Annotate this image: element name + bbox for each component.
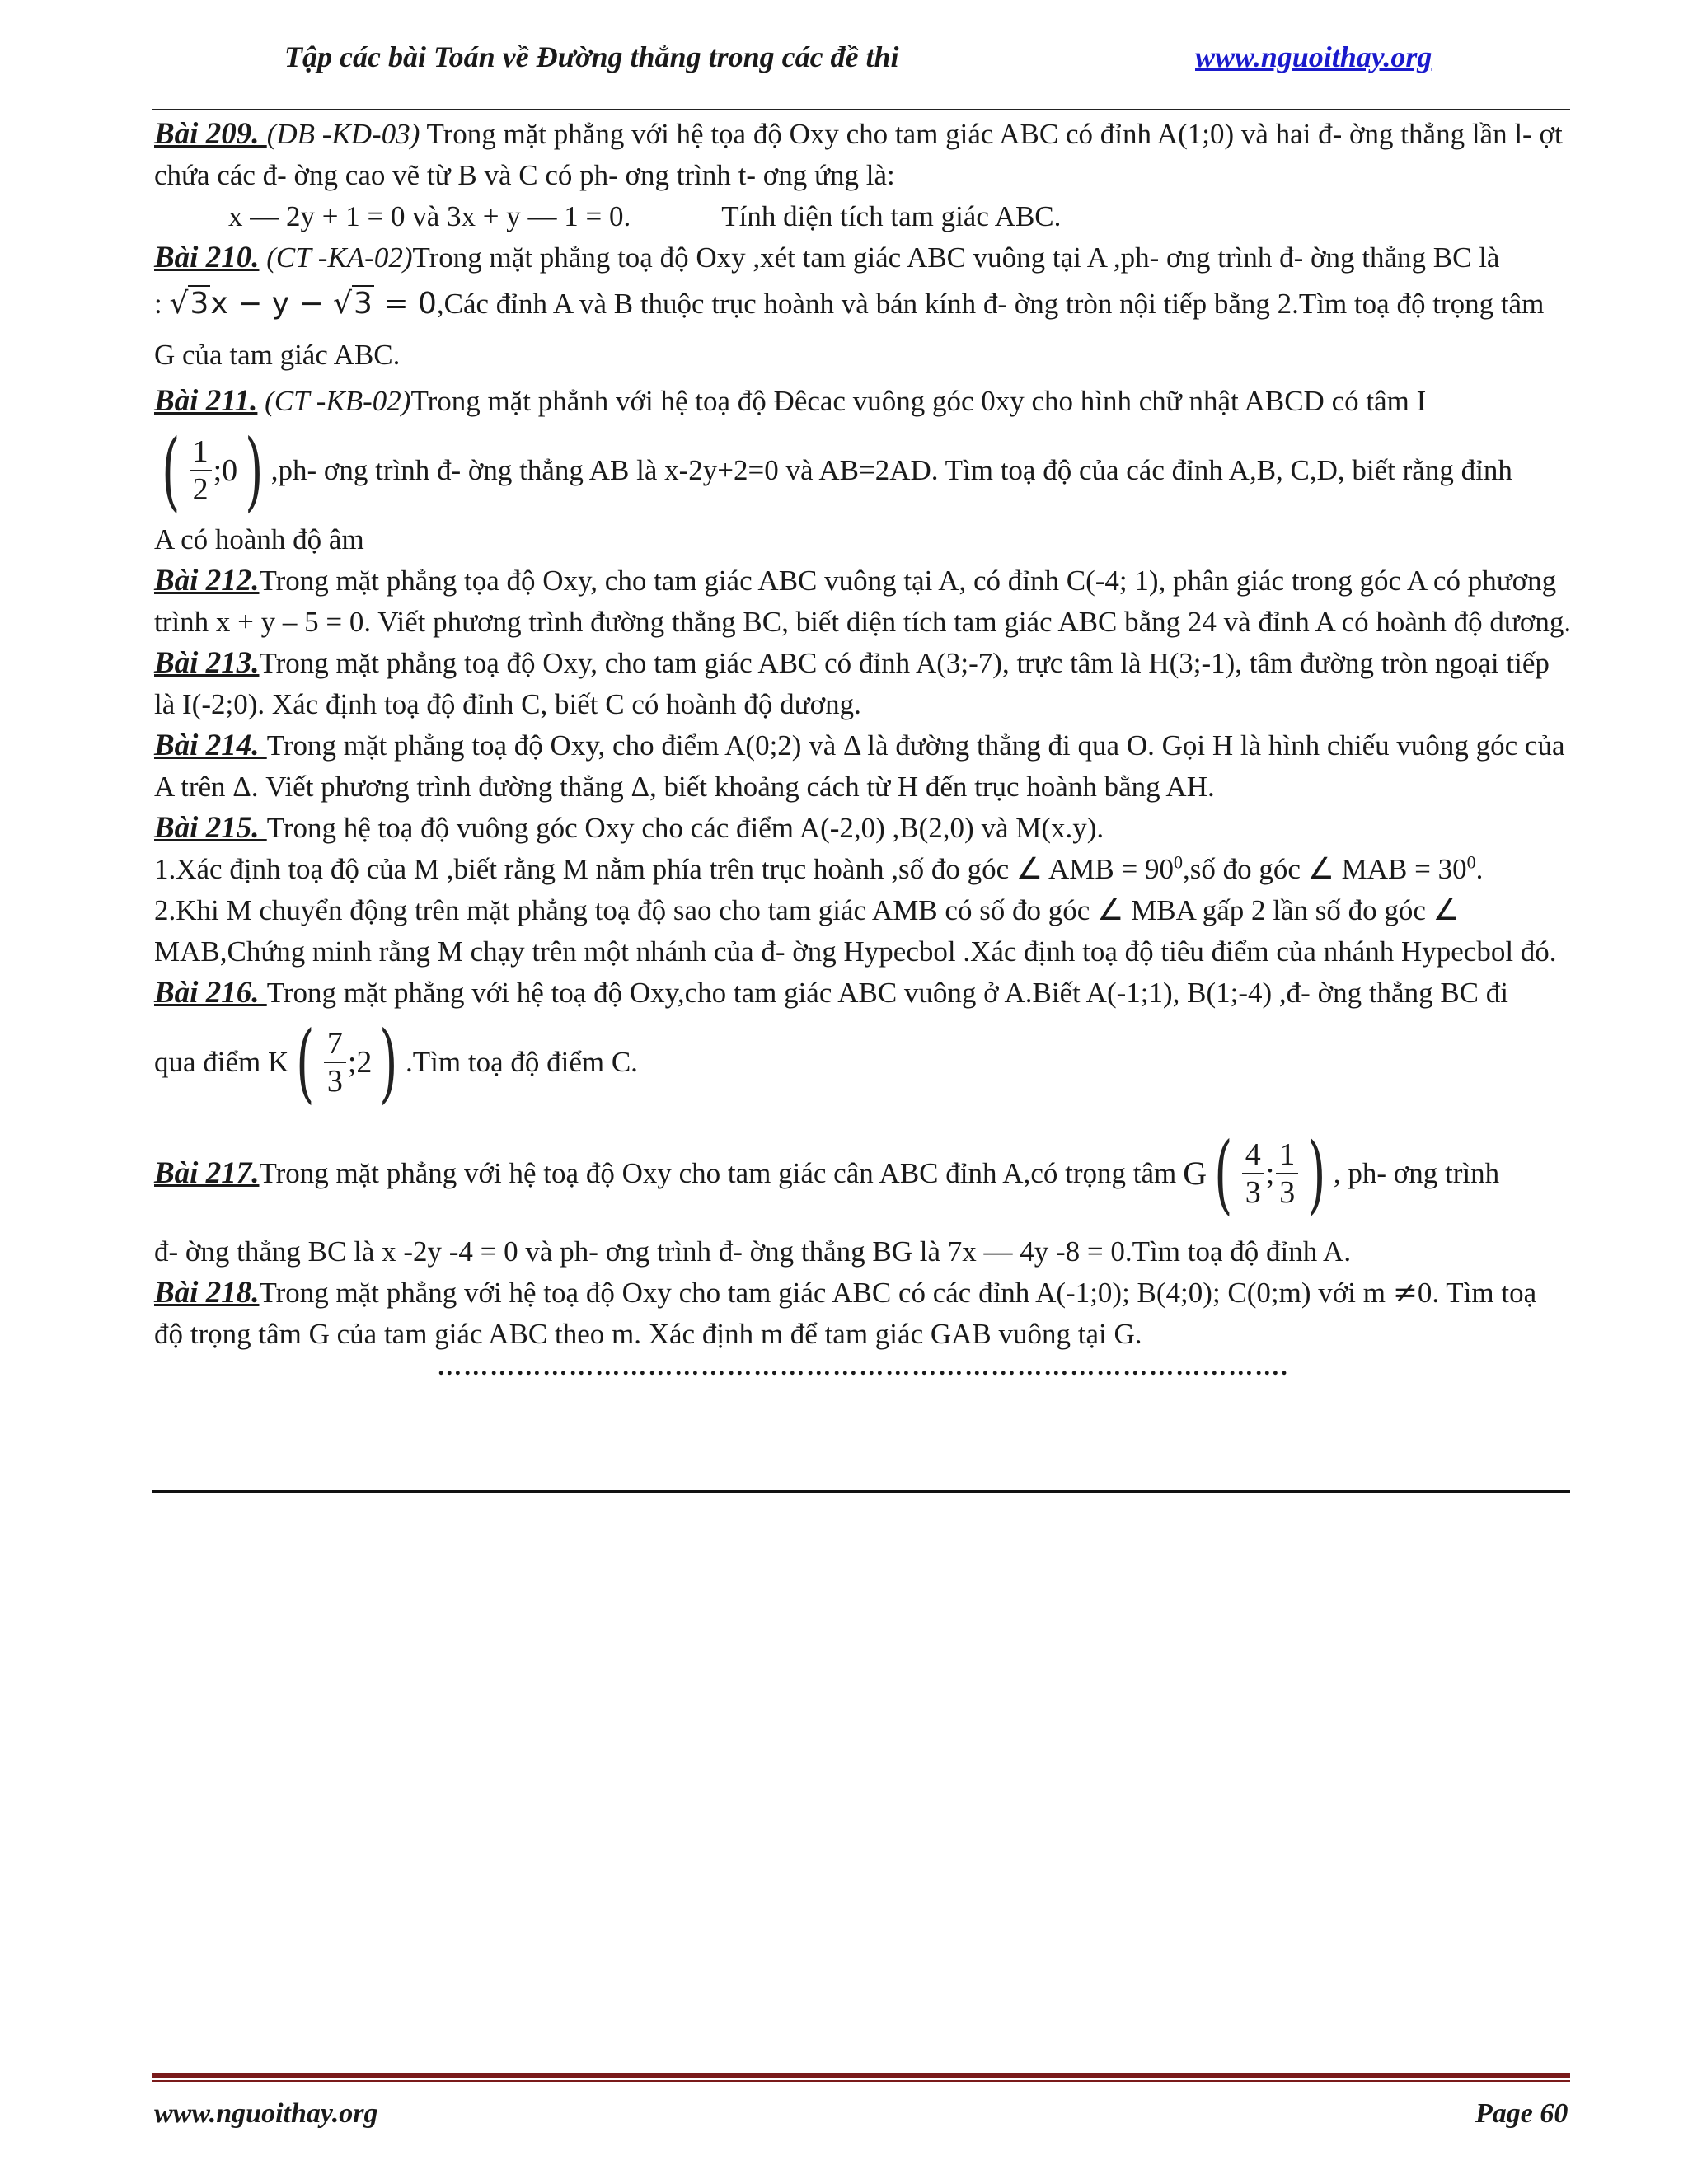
problem-label: Bài 209.: [154, 117, 267, 151]
problem-215-part-2: [154, 890, 1572, 972]
sqrt-term: √3: [333, 287, 373, 321]
angle-icon: ∠: [1307, 852, 1334, 886]
not-equal-sign: ≠: [1392, 1276, 1418, 1310]
denominator: 3: [326, 1064, 343, 1099]
problem-source: (CT -KB-02): [257, 385, 411, 417]
footer-divider-thin: [152, 2080, 1570, 2082]
problem-209: [154, 114, 1572, 196]
text: AMB = 90: [1043, 853, 1174, 885]
text: .Tìm toạ độ điểm C.: [406, 1046, 638, 1078]
left-paren: (: [1214, 1123, 1233, 1224]
separator: ;: [1265, 1156, 1275, 1191]
problem-text: Trong mặt phẳng với hệ toạ độ Oxy,cho tam giác ABC vuông ở A.Biết A(-1;1), B(1;-4) ,đ- ờng thẳng BC đi: [266, 977, 1509, 1009]
problem-215: [154, 808, 1572, 849]
left-paren: (: [296, 1012, 315, 1113]
problem-text: Trong mặt phẳng toạ độ Oxy, cho tam giác ABC có đỉnh A(3;-7), trực tâm là H(3;-1), tâm đường tròn ngoại tiếp là I(-2;0). Xác định toạ độ đỉnh C, biết C có hoành độ dương.: [154, 647, 1550, 720]
text: 2.Khi M chuyển động trên mặt phẳng toạ độ sao cho tam giác AMB có số đo góc: [154, 894, 1098, 926]
problem-source: (CT -KA-02): [259, 241, 413, 274]
fraction: [1242, 1137, 1264, 1211]
text: qua điểm K: [154, 1046, 289, 1078]
problem-216-fraction-line: [154, 1014, 1572, 1111]
problem-text: đ- ờng thẳng BC là x -2y -4 = 0 và ph- ơng trình đ- ờng thẳng BG là 7x — 4y -8 = 0.Tìm toạ độ đỉnh A.: [154, 1235, 1352, 1268]
problem-question: Tính diện tích tam giác ABC.: [721, 200, 1062, 232]
coordinate-tail: ;2: [347, 1045, 373, 1080]
point-label: G: [1183, 1155, 1207, 1192]
denominator: 3: [1279, 1175, 1296, 1210]
problem-label: Bài 215.: [154, 811, 267, 845]
numerator: 1: [1276, 1137, 1298, 1174]
problem-text: ,Các đỉnh A và B thuộc trục hoành và bán kính đ- ờng tròn nội tiếp bằng 2.Tìm toạ độ trọng tâm G của tam giác ABC.: [154, 288, 1545, 371]
document-body: [154, 114, 1572, 1380]
problem-211-end: [154, 519, 1572, 560]
problem-label: Bài 217.: [154, 1156, 260, 1190]
text: MBA gấp 2 lần số đo góc: [1123, 894, 1433, 926]
colon: :: [154, 288, 170, 320]
text: MAB,Chứng minh rằng M chạy trên một nhánh của đ- ờng Hypecbol .Xác định toạ độ tiêu điểm của nhánh Hypecbol đó.: [154, 935, 1557, 968]
problem-217: [154, 1116, 1572, 1231]
angle-icon: ∠: [1097, 893, 1124, 927]
section-end-divider: [152, 1490, 1570, 1493]
superscript: 0: [1466, 851, 1476, 873]
angle-icon: ∠: [1432, 893, 1460, 927]
problem-label: Bài 213.: [154, 646, 260, 680]
problem-text: ,ph- ơng trình đ- ờng thẳng AB là x-2y+2=0 và AB=2AD. Tìm toạ độ của các đỉnh A,B, C,D, biết rằng đỉnh: [270, 454, 1512, 486]
point-coordinates: [154, 420, 271, 521]
problem-218: [154, 1272, 1572, 1355]
problem-213: [154, 643, 1572, 725]
problem-text: Trong mặt phẳng với hệ toạ độ Oxy cho tam giác cân ABC đỉnh A,có trọng tâm: [259, 1157, 1177, 1189]
problem-label: Bài 214.: [154, 729, 267, 762]
point-coordinates: [288, 1012, 406, 1113]
equation: x — 2y + 1 = 0 và 3x + y — 1 = 0.: [228, 200, 631, 232]
problem-text: Trong mặt phẳng với hệ toạ độ Oxy cho tam giác ABC có các đỉnh A(-1;0); B(4;0); C(0;m) với m: [259, 1277, 1393, 1309]
problem-214: [154, 725, 1572, 808]
dotted-separator: …………………………………………………………………………………….: [437, 1353, 1289, 1380]
problem-label: Bài 216.: [154, 976, 267, 1010]
coordinate-tail: ;0: [213, 453, 238, 488]
problem-217-end: [154, 1231, 1572, 1272]
problem-text: Trong mặt phẳnh với hệ toạ độ Đêcac vuông góc 0xy cho hình chữ nhật ABCD có tâm I: [410, 385, 1427, 417]
text: 1.Xác định toạ độ của M ,biết rằng M nằm phía trên trục hoành ,số đo góc: [154, 853, 1016, 885]
footer-link[interactable]: www.nguoithay.org: [154, 2098, 378, 2129]
problem-source: (DB -KD-03): [266, 118, 420, 150]
sqrt-radicand: 3: [190, 287, 209, 321]
header-link[interactable]: www.nguoithay.org: [1195, 40, 1432, 73]
problem-215-part-1: [154, 849, 1572, 890]
problem-text: A có hoành độ âm: [154, 523, 364, 555]
problem-text: 0. Tìm toạ độ trọng tâm G của tam giác ABC theo m. Xác định m để tam giác GAB vuông tại G.: [154, 1277, 1537, 1350]
angle-icon: ∠: [1015, 852, 1043, 886]
problem-211-fraction-line: [154, 422, 1572, 519]
problem-216: [154, 972, 1572, 1014]
equation-part: = 0: [373, 287, 437, 321]
numerator: 1: [190, 434, 212, 471]
header-title: Tập các bài Toán về Đường thẳng trong các đề thi: [284, 40, 899, 73]
denominator: 2: [192, 472, 209, 507]
denominator: 3: [1245, 1175, 1261, 1210]
footer-divider: [152, 2073, 1570, 2078]
point-coordinates: [1207, 1123, 1334, 1224]
problem-209-equations: [154, 196, 1572, 237]
superscript: 0: [1173, 851, 1183, 873]
problem-text: Trong mặt phẳng với hệ tọa độ Oxy cho tam giác ABC có đỉnh A(1;0) và hai đ- ờng thẳng lần l- ợt chứa các đ- ờng cao vẽ từ B và C có ph- ơng trình t- ơng ứng là:: [154, 118, 1563, 191]
sqrt-radicand: 3: [354, 287, 373, 321]
problem-211: [154, 381, 1572, 422]
problem-212: [154, 560, 1572, 643]
page-number: Page 60: [1475, 2098, 1568, 2129]
text: MAB = 30: [1334, 853, 1467, 885]
problem-210: [154, 237, 1572, 279]
header-divider: [152, 109, 1570, 110]
numerator: 4: [1242, 1137, 1264, 1174]
fraction: [1276, 1137, 1298, 1211]
right-paren: ): [245, 420, 264, 521]
problem-label: Bài 212.: [154, 564, 260, 598]
fraction: [324, 1025, 346, 1099]
right-paren: ): [379, 1012, 398, 1113]
text: .: [1475, 853, 1484, 885]
sqrt-term: √3: [169, 287, 209, 321]
equation-part: x − y −: [210, 287, 334, 321]
left-paren: (: [162, 420, 181, 521]
problem-text: , ph- ơng trình: [1333, 1157, 1500, 1189]
problem-text: Trong mặt phẳng tọa độ Oxy, cho tam giác ABC vuông tại A, có đỉnh C(-4; 1), phân giác trong góc A có phương trình x + y – 5 = 0. Viết phương trình đường thẳng BC, biết diện tích tam giác ABC bằng 24 và đỉnh A có hoành độ dương.: [154, 565, 1572, 638]
problem-text: Trong mặt phẳng toạ độ Oxy ,xét tam giác ABC vuông tại A ,ph- ơng trình đ- ờng thẳng BC là: [412, 241, 1500, 274]
right-paren: ): [1307, 1123, 1326, 1224]
problem-label: Bài 211.: [154, 384, 258, 418]
problem-label: Bài 218.: [154, 1276, 260, 1310]
problem-text: Trong mặt phẳng toạ độ Oxy, cho điểm A(0;2) và Δ là đường thẳng đi qua O. Gọi H là hình chiếu vuông góc của A trên Δ. Viết phương trình đường thẳng Δ, biết khoảng cách từ H đến trục hoành bằng AH.: [154, 729, 1565, 803]
problem-text: Trong hệ toạ độ vuông góc Oxy cho các điểm A(-2,0) ,B(2,0) và M(x.y).: [266, 812, 1104, 844]
problem-210-equation-line: [154, 279, 1572, 381]
fraction: [190, 434, 212, 508]
numerator: 7: [324, 1025, 346, 1063]
text: ,số đo góc: [1182, 853, 1308, 885]
problem-label: Bài 210.: [154, 241, 260, 274]
